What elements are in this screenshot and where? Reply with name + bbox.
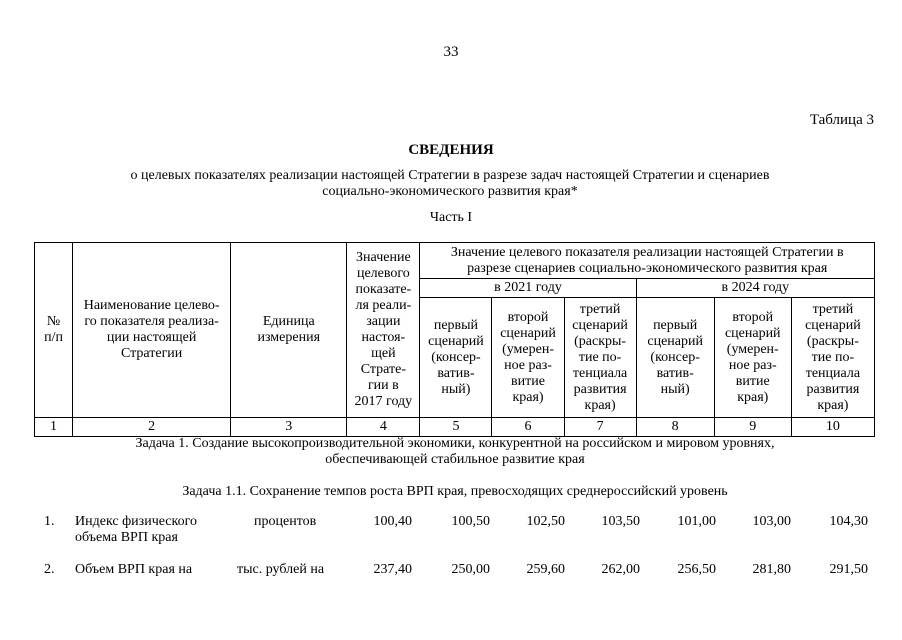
row-value-2024-s2: 103,00: [752, 514, 791, 529]
header-value-2017: Значение целевого показате- ля реали- зации настоя- щей Страте- гии в 2017 году: [347, 243, 420, 418]
column-number: 7: [564, 418, 636, 437]
row-indicator-name: Индекс физического объема ВРП края: [75, 514, 197, 545]
indicators-table-header: [34, 242, 875, 437]
column-number: 5: [420, 418, 492, 437]
row-value-2021-s2: 259,60: [526, 562, 565, 577]
row-number: 2.: [44, 562, 55, 577]
row-value-2017: 100,40: [373, 514, 412, 529]
column-number: 2: [73, 418, 231, 437]
row-value-2024-s1: 256,50: [677, 562, 716, 577]
task-heading-line-1: Задача 1. Создание высокопроизводительной экономики, конкурентной на российском и мировом уровнях,: [135, 436, 775, 451]
subtask-heading: Задача 1.1. Сохранение темпов роста ВРП края, превосходящих среднероссийский уровень: [182, 484, 728, 499]
row-value-2021-s1: 100,50: [451, 514, 490, 529]
column-number: 9: [714, 418, 791, 437]
header-year-2021: в 2021 году: [420, 279, 636, 298]
header-year-2024: в 2024 году: [636, 279, 874, 298]
column-number: 3: [231, 418, 347, 437]
subtitle-line-1: о целевых показателях реализации настоящей Стратегии в разрезе задач настоящей Стратегии и сценариев: [130, 168, 770, 183]
table-label: Таблица 3: [809, 112, 874, 128]
header-2024-scenario-2: второй сценарий (умерен- ное раз- витие края): [714, 298, 791, 418]
row-value-2021-s3: 262,00: [601, 562, 640, 577]
column-number: 8: [636, 418, 714, 437]
column-number: 10: [791, 418, 874, 437]
part-label: Часть I: [429, 210, 473, 225]
task-heading: [60, 436, 850, 468]
header-scenarios-title: Значение целевого показателя реализации настоящей Стратегии в разрезе сценариев социально-экономического развития края: [420, 243, 875, 279]
row-value-2021-s2: 102,50: [526, 514, 565, 529]
row-value-2024-s2: 281,80: [752, 562, 791, 577]
header-2024-scenario-1: первый сценарий (консер- ватив- ный): [636, 298, 714, 418]
header-num: № п/п: [35, 243, 73, 418]
column-number: 6: [492, 418, 564, 437]
document-title: СВЕДЕНИЯ: [408, 142, 494, 158]
column-number: 1: [35, 418, 73, 437]
column-number: 4: [347, 418, 420, 437]
row-value-2024-s1: 101,00: [677, 514, 716, 529]
header-name: Наименование целево- го показателя реализа- ции настоящей Стратегии: [73, 243, 231, 418]
row-value-2017: 237,40: [373, 562, 412, 577]
page-number: 33: [443, 44, 459, 60]
document-subtitle: [90, 168, 810, 200]
header-2021-scenario-2: второй сценарий (умерен- ное раз- витие края): [492, 298, 564, 418]
row-unit: процентов: [254, 514, 317, 529]
row-number: 1.: [44, 514, 55, 529]
header-2021-scenario-3: третий сценарий (раскры- тие по- тенциала развития края): [564, 298, 636, 418]
header-2024-scenario-3: третий сценарий (раскры- тие по- тенциала развития края): [791, 298, 874, 418]
subtitle-line-2: социально-экономического развития края*: [322, 184, 578, 199]
row-value-2024-s3: 104,30: [829, 514, 868, 529]
row-value-2024-s3: 291,50: [829, 562, 868, 577]
row-value-2021-s3: 103,50: [601, 514, 640, 529]
row-unit: тыс. рублей на: [237, 562, 325, 577]
row-indicator-name: Объем ВРП края на: [75, 562, 193, 577]
row-value-2021-s1: 250,00: [451, 562, 490, 577]
task-heading-line-2: обеспечивающей стабильное развитие края: [325, 452, 585, 467]
header-2021-scenario-1: первый сценарий (консер- ватив- ный): [420, 298, 492, 418]
header-unit: Единица измерения: [231, 243, 347, 418]
